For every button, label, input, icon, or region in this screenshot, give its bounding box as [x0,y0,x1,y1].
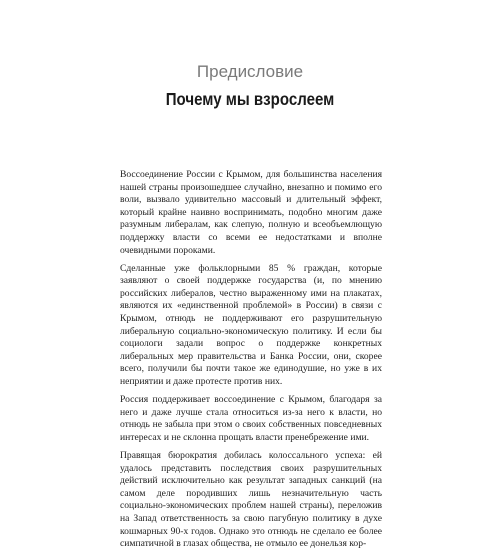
paragraph: Россия поддерживает воссоединение с Крымом, благодаря за него и даже лучше стала относиться из-за него к власти, но отнюдь не забыла при этом о своих собственных повседневных интересах и не склонна прощать власти пренебрежение ими. [120,394,382,443]
section-label: Предисловие [196,62,304,81]
paragraph: Правящая бюрократия добилась колоссального успеха: ей удалось представить последствия своих разрушительных действий исключительно как результат западных санкций (на самом деле породивших лишь незначительную часть социально-экономических проблем нашей страны), переложив на Запад ответственность за свою пагубную политику в духе кошмарных 90-х годов. Однако это отнюдь не сделало ее более симпатичной в глазах общества, не отмыло ее донельзя кор- [120,449,382,550]
paragraph: Сделанные уже фольклорными 85 % граждан, которые заявляют о своей поддержке государства (и, по мнению российских либералов, честно выраженному ими на плакатах, являются их «единственной проблемой» в России) в связи с Крымом, отнюдь не поддерживают его разрушительную либеральную социально-экономическую политику. И если бы социологи задали вопрос о поддержке конкретных либеральных мер правительства и Банка России, они, скорее всего, получили бы почти такое же единодушие, но уже в их неприятии и даже протесте против них. [120,262,382,387]
paragraph: Воссоединение России с Крымом, для большинства населения нашей страны произошедшее случайно, внезапно и помимо его воли, вызвало удивительно массовый и длительный эффект, который крайне наивно воспринимать, подобно многим даже разумным либералам, как слепую, полную и всеобъемлющую поддержку власти со всеми ее недостатками и вполне очевидными пороками. [120,169,382,256]
chapter-title: Почему мы взрослеем [165,89,335,109]
body-text [120,169,382,556]
heading-block [0,62,500,110]
